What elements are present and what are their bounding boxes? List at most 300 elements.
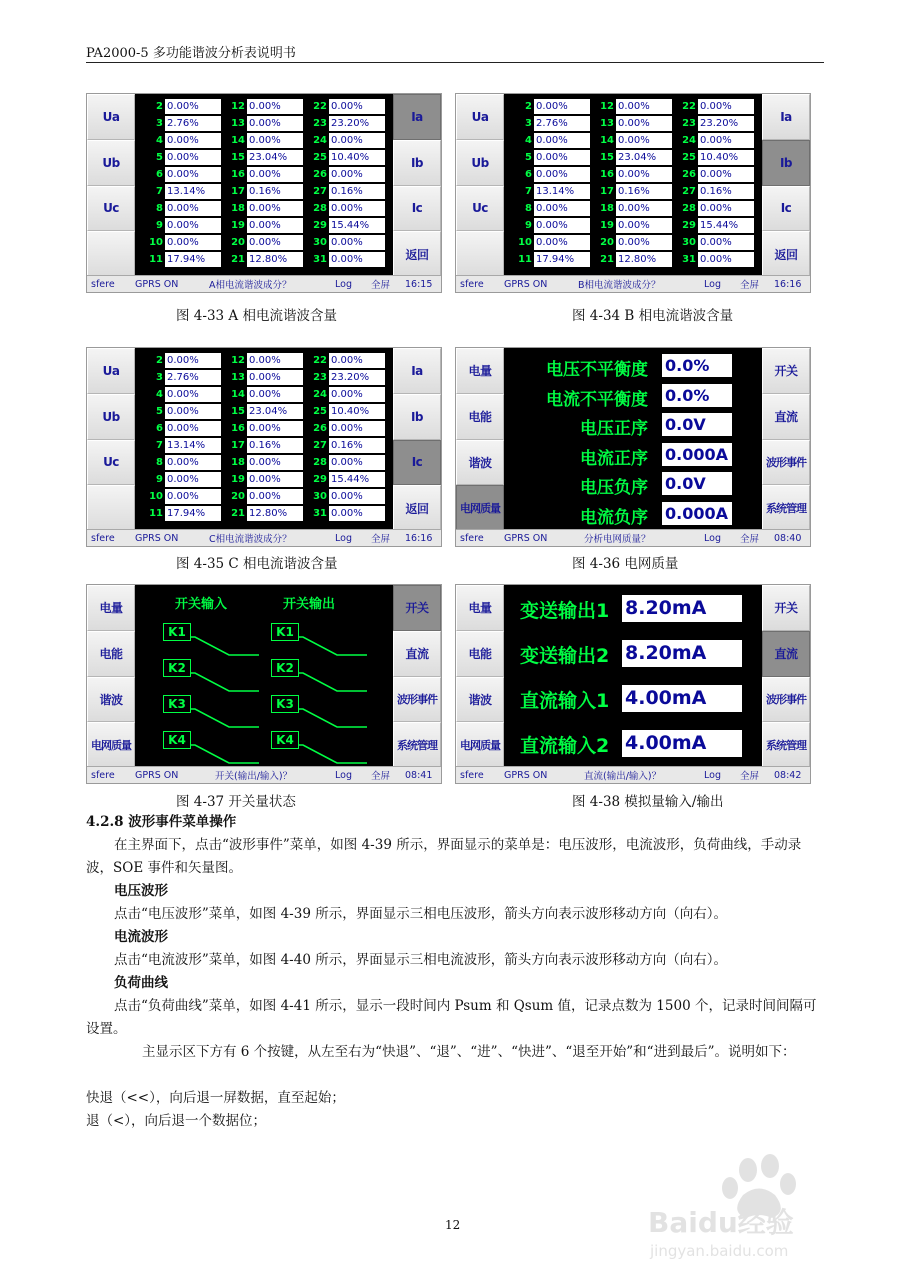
harmonic-value: 0.00%	[329, 421, 385, 436]
harmonic-value: 23.04%	[247, 404, 303, 419]
menu-button-right-2[interactable]: Ic	[393, 186, 441, 232]
menu-button-left-0[interactable]: 电量	[87, 585, 135, 631]
heading-load-curve: 负荷曲线	[114, 975, 168, 991]
grid-quality-value: 0.000A	[662, 502, 732, 525]
menu-button-right-1[interactable]: 直流	[762, 631, 810, 677]
harmonic-order: 14	[600, 135, 614, 146]
harmonic-order: 4	[525, 135, 532, 146]
harmonic-order: 9	[156, 474, 163, 485]
menu-button-right-3[interactable]: 返回	[762, 231, 810, 277]
harmonic-order: 3	[525, 118, 532, 129]
page-number: 12	[445, 1218, 461, 1232]
menu-button-left-2[interactable]: Uc	[87, 440, 135, 486]
harmonic-order: 26	[313, 423, 327, 434]
harmonic-value: 0.00%	[247, 370, 303, 385]
menu-button-right-1[interactable]: Ib	[393, 394, 441, 440]
harmonic-order: 3	[156, 372, 163, 383]
harmonic-value: 0.00%	[165, 404, 221, 419]
harmonic-value: 23.04%	[247, 150, 303, 165]
harmonic-order: 5	[156, 406, 163, 417]
harmonic-order: 30	[682, 237, 696, 248]
harmonic-value: 0.00%	[329, 252, 385, 267]
harmonic-order: 18	[600, 203, 614, 214]
switch-key-label: K4	[271, 731, 299, 749]
caption-4-34: 图 4-34 B 相电流谐波含量	[572, 308, 734, 324]
menu-button-right-3[interactable]: 系统管理	[393, 722, 441, 768]
switch-contact-line	[299, 709, 367, 727]
harmonic-order: 8	[525, 203, 532, 214]
switch-key-label: K2	[163, 659, 191, 677]
harmonic-value: 12.80%	[247, 506, 303, 521]
harmonic-value: 0.00%	[329, 167, 385, 182]
harmonic-value: 2.76%	[165, 370, 221, 385]
status-bar	[87, 529, 441, 546]
grid-quality-label: 电压负序	[580, 478, 648, 498]
left-menu	[87, 94, 135, 277]
heading-current-waveform: 电流波形	[114, 929, 168, 945]
harmonic-order: 24	[313, 389, 327, 400]
harmonic-value: 0.00%	[247, 387, 303, 402]
menu-button-left-3[interactable]	[87, 231, 135, 277]
harmonic-value: 13.14%	[165, 184, 221, 199]
harmonic-value: 0.00%	[534, 201, 590, 216]
harmonic-order: 27	[682, 186, 696, 197]
harmonic-value: 0.16%	[616, 184, 672, 199]
menu-button-left-1[interactable]: Ub	[87, 140, 135, 186]
analog-label: 变送输出1	[520, 600, 610, 622]
harmonic-order: 14	[231, 135, 245, 146]
status-bar	[456, 275, 810, 292]
harmonic-value: 0.00%	[329, 506, 385, 521]
harmonic-order: 5	[156, 152, 163, 163]
harmonic-value: 0.16%	[247, 438, 303, 453]
menu-button-left-1[interactable]: Ub	[456, 140, 504, 186]
lcd-screen	[135, 94, 393, 277]
harmonic-value: 0.00%	[165, 455, 221, 470]
grid-quality-label: 电压不平衡度	[546, 360, 648, 380]
status-b: GPRS ON	[504, 278, 548, 290]
harmonic-order: 7	[156, 440, 163, 451]
right-menu	[762, 94, 810, 277]
harmonic-value: 0.16%	[329, 438, 385, 453]
harmonic-order: 19	[231, 474, 245, 485]
menu-button-right-0[interactable]: 开关	[762, 348, 810, 394]
harmonic-value: 0.00%	[165, 353, 221, 368]
harmonic-value: 0.00%	[247, 201, 303, 216]
status-d[interactable]: Log	[335, 769, 352, 781]
status-f: 08:41	[405, 769, 433, 781]
harmonic-order: 2	[525, 101, 532, 112]
menu-button-left-1[interactable]: Ub	[87, 394, 135, 440]
menu-button-right-2[interactable]: 波形事件	[393, 677, 441, 723]
menu-button-right-3[interactable]: 系统管理	[762, 485, 810, 531]
switch-key-label: K4	[163, 731, 191, 749]
analog-value: 4.00mA	[622, 730, 742, 757]
harmonic-order: 9	[156, 220, 163, 231]
switch-key-label: K3	[163, 695, 191, 713]
paragraph-voltage-waveform: 点击“电压波形”菜单，如图 4-39 所示，界面显示三相电压波形，箭头方向表示波形移动方向（向右）。	[114, 906, 727, 922]
status-e[interactable]: 全屏	[371, 771, 391, 782]
harmonic-order: 20	[231, 237, 245, 248]
harmonic-order: 29	[682, 220, 696, 231]
switch-input-title: 开关输入	[175, 597, 228, 612]
status-bar	[456, 529, 810, 546]
harmonic-value: 0.00%	[247, 167, 303, 182]
figure-4-35-panel	[86, 347, 442, 547]
menu-button-left-2[interactable]: Uc	[456, 186, 504, 232]
harmonic-value: 0.00%	[329, 489, 385, 504]
harmonic-order: 21	[600, 254, 614, 265]
switch-key-label: K1	[271, 623, 299, 641]
switch-contact-line	[191, 637, 259, 655]
harmonic-value: 10.40%	[698, 150, 754, 165]
harmonic-order: 23	[313, 118, 327, 129]
harmonic-value: 10.40%	[329, 404, 385, 419]
caption-4-37: 图 4-37 开关量状态	[176, 794, 296, 810]
status-b: GPRS ON	[504, 532, 548, 544]
status-a: sfere	[460, 532, 484, 544]
watermark-brand: Baidu经验	[648, 1206, 794, 1239]
harmonic-order: 12	[600, 101, 614, 112]
harmonic-order: 6	[525, 169, 532, 180]
harmonic-order: 13	[231, 372, 245, 383]
harmonic-order: 25	[313, 152, 327, 163]
grid-quality-label: 电流正序	[580, 448, 648, 469]
harmonic-order: 12	[231, 101, 245, 112]
menu-button-right-2[interactable]: 波形事件	[762, 440, 810, 486]
left-menu	[456, 348, 504, 531]
analog-label: 直流输入2	[520, 735, 610, 757]
harmonic-value: 0.00%	[329, 387, 385, 402]
menu-button-left-1[interactable]: 电能	[456, 631, 504, 677]
baidu-jingyan-watermark	[648, 1140, 848, 1260]
switch-contact-line	[191, 709, 259, 727]
switch-contacts-drawing	[135, 585, 395, 768]
harmonic-order: 3	[156, 118, 163, 129]
harmonic-value: 0.00%	[534, 150, 590, 165]
caption-4-33: 图 4-33 A 相电流谐波含量	[176, 308, 337, 324]
menu-button-left-2[interactable]: 谐波	[456, 440, 504, 486]
status-f: 16:15	[405, 278, 433, 290]
harmonic-value: 0.00%	[534, 99, 590, 114]
lcd-screen	[504, 348, 762, 531]
harmonic-order: 21	[231, 508, 245, 519]
menu-button-right-0[interactable]: Ia	[762, 94, 810, 140]
harmonic-value: 0.00%	[698, 133, 754, 148]
menu-button-right-2[interactable]: Ic	[393, 440, 441, 486]
list-item-back: 退（<），向后退一个数据位；	[86, 1113, 267, 1129]
menu-button-right-0[interactable]: Ia	[393, 94, 441, 140]
harmonic-value: 0.00%	[165, 235, 221, 250]
harmonic-order: 20	[600, 237, 614, 248]
harmonic-value: 17.94%	[534, 252, 590, 267]
grid-quality-label: 电流不平衡度	[546, 389, 648, 410]
harmonic-value: 0.00%	[165, 489, 221, 504]
status-d[interactable]: Log	[335, 278, 352, 290]
menu-button-right-3[interactable]: 返回	[393, 485, 441, 531]
status-c: C相电流谐波成分？	[209, 534, 292, 545]
status-c: 分析电网质量？	[584, 534, 651, 545]
menu-button-left-1[interactable]: 电能	[87, 631, 135, 677]
status-e[interactable]: 全屏	[740, 771, 760, 782]
heading-voltage-waveform: 电压波形	[114, 883, 168, 899]
harmonic-value: 13.14%	[534, 184, 590, 199]
switch-contact-line	[191, 745, 259, 763]
harmonic-value: 0.00%	[534, 167, 590, 182]
harmonic-value: 15.44%	[698, 218, 754, 233]
menu-button-right-0[interactable]: 开关	[393, 585, 441, 631]
harmonic-value: 0.00%	[329, 133, 385, 148]
grid-quality-value: 0.0V	[662, 413, 732, 436]
harmonic-value: 0.00%	[247, 116, 303, 131]
harmonic-order: 29	[313, 220, 327, 231]
caption-4-36: 图 4-36 电网质量	[572, 556, 679, 572]
harmonic-value: 0.00%	[534, 235, 590, 250]
harmonic-order: 25	[682, 152, 696, 163]
menu-button-right-0[interactable]: 开关	[762, 585, 810, 631]
status-a: sfere	[460, 278, 484, 290]
caption-4-38: 图 4-38 模拟量输入/输出	[572, 794, 724, 810]
harmonic-value: 0.00%	[165, 387, 221, 402]
harmonic-order: 5	[525, 152, 532, 163]
status-e[interactable]: 全屏	[740, 534, 760, 545]
menu-button-right-3[interactable]: 系统管理	[762, 722, 810, 768]
menu-button-left-3[interactable]: 电网质量	[87, 722, 135, 768]
harmonic-order: 21	[231, 254, 245, 265]
left-menu	[87, 585, 135, 768]
harmonic-order: 23	[313, 372, 327, 383]
harmonic-value: 0.16%	[329, 184, 385, 199]
harmonic-order: 10	[149, 237, 163, 248]
harmonic-value: 0.00%	[247, 133, 303, 148]
menu-button-left-3[interactable]	[87, 485, 135, 531]
harmonic-value: 0.00%	[165, 421, 221, 436]
harmonic-value: 0.00%	[329, 99, 385, 114]
harmonic-value: 0.00%	[247, 235, 303, 250]
menu-button-right-2[interactable]: 波形事件	[762, 677, 810, 723]
harmonic-order: 22	[682, 101, 696, 112]
analog-label: 直流输入1	[520, 690, 610, 712]
harmonic-order: 30	[313, 491, 327, 502]
left-menu	[456, 94, 504, 277]
harmonic-order: 28	[682, 203, 696, 214]
harmonic-table	[141, 99, 379, 267]
switch-contact-line	[299, 637, 367, 655]
harmonic-order: 17	[231, 186, 245, 197]
harmonic-order: 4	[156, 389, 163, 400]
status-f: 08:40	[774, 532, 802, 544]
harmonic-value: 23.20%	[329, 116, 385, 131]
harmonic-order: 16	[231, 169, 245, 180]
harmonic-order: 13	[600, 118, 614, 129]
left-menu	[87, 348, 135, 531]
harmonic-order: 12	[231, 355, 245, 366]
harmonic-value: 0.00%	[247, 99, 303, 114]
harmonic-value: 0.00%	[247, 353, 303, 368]
figure-4-38-panel	[455, 584, 811, 784]
harmonic-order: 19	[231, 220, 245, 231]
menu-button-left-2[interactable]: 谐波	[87, 677, 135, 723]
grid-quality-value: 0.0%	[662, 384, 732, 407]
menu-button-right-3[interactable]: 返回	[393, 231, 441, 277]
harmonic-value: 15.44%	[329, 472, 385, 487]
harmonic-value: 0.00%	[165, 133, 221, 148]
grid-quality-value: 0.000A	[662, 443, 732, 466]
status-e[interactable]: 全屏	[371, 534, 391, 545]
figure-4-33-panel	[86, 93, 442, 293]
harmonic-order: 23	[682, 118, 696, 129]
harmonic-order: 4	[156, 135, 163, 146]
status-d[interactable]: Log	[704, 532, 721, 544]
harmonic-value: 13.14%	[165, 438, 221, 453]
harmonic-order: 18	[231, 457, 245, 468]
harmonic-value: 0.00%	[247, 421, 303, 436]
menu-button-left-0[interactable]: Ua	[456, 94, 504, 140]
harmonic-order: 20	[231, 491, 245, 502]
harmonic-value: 0.00%	[165, 99, 221, 114]
harmonic-order: 30	[313, 237, 327, 248]
harmonic-value: 12.80%	[247, 252, 303, 267]
harmonic-value: 0.00%	[329, 235, 385, 250]
status-bar	[456, 766, 810, 783]
menu-button-right-1[interactable]: 直流	[762, 394, 810, 440]
harmonic-order: 17	[231, 440, 245, 451]
menu-button-left-3[interactable]	[456, 231, 504, 277]
switch-contact-line	[299, 673, 367, 691]
harmonic-order: 10	[149, 491, 163, 502]
harmonic-order: 24	[682, 135, 696, 146]
harmonic-order: 15	[600, 152, 614, 163]
menu-button-left-0[interactable]: 电量	[456, 348, 504, 394]
harmonic-value: 0.00%	[247, 489, 303, 504]
figure-4-34-panel	[455, 93, 811, 293]
harmonic-value: 2.76%	[534, 116, 590, 131]
status-f: 08:42	[774, 769, 802, 781]
harmonic-order: 27	[313, 186, 327, 197]
harmonic-value: 0.00%	[698, 167, 754, 182]
harmonic-order: 31	[313, 254, 327, 265]
harmonic-order: 31	[682, 254, 696, 265]
lcd-screen	[135, 585, 393, 768]
menu-button-right-2[interactable]: Ic	[762, 186, 810, 232]
status-d[interactable]: Log	[704, 769, 721, 781]
harmonic-order: 31	[313, 508, 327, 519]
harmonic-order: 11	[149, 508, 163, 519]
switch-contact-line	[191, 673, 259, 691]
menu-button-left-0[interactable]: Ua	[87, 348, 135, 394]
harmonic-order: 7	[156, 186, 163, 197]
analog-value: 8.20mA	[622, 640, 742, 667]
menu-button-right-1[interactable]: 直流	[393, 631, 441, 677]
harmonic-order: 11	[149, 254, 163, 265]
harmonic-value: 0.00%	[616, 133, 672, 148]
right-menu	[393, 585, 441, 768]
harmonic-order: 10	[518, 237, 532, 248]
status-a: sfere	[91, 278, 115, 290]
header-rule	[86, 62, 824, 63]
harmonic-value: 0.00%	[165, 150, 221, 165]
harmonic-order: 22	[313, 355, 327, 366]
harmonic-order: 22	[313, 101, 327, 112]
harmonic-value: 17.94%	[165, 252, 221, 267]
harmonic-table	[510, 99, 748, 267]
harmonic-value: 0.00%	[534, 133, 590, 148]
paragraph-load-curve: 点击“负荷曲线”菜单，如图 4-41 所示，显示一段时间内 Psum 和 Qsum 值，记录点数为 1500 个，记录时间间隔可设置。	[86, 998, 817, 1037]
harmonic-value: 0.00%	[534, 218, 590, 233]
harmonic-order: 11	[518, 254, 532, 265]
harmonic-value: 23.04%	[616, 150, 672, 165]
grid-quality-value: 0.0V	[662, 472, 732, 495]
harmonic-order: 9	[525, 220, 532, 231]
switch-key-label: K3	[271, 695, 299, 713]
status-d[interactable]: Log	[335, 532, 352, 544]
right-menu	[762, 348, 810, 531]
harmonic-value: 15.44%	[329, 218, 385, 233]
paragraph-current-waveform: 点击“电流波形”菜单，如图 4-40 所示，界面显示三相电流波形，箭头方向表示波形移动方向（向右）。	[114, 952, 727, 968]
harmonic-order: 19	[600, 220, 614, 231]
harmonic-value: 10.40%	[329, 150, 385, 165]
right-menu	[393, 348, 441, 531]
menu-button-right-0[interactable]: Ia	[393, 348, 441, 394]
status-c: 直流(输出/输入)？	[584, 771, 662, 782]
harmonic-value: 0.00%	[247, 455, 303, 470]
menu-button-left-0[interactable]: Ua	[87, 94, 135, 140]
menu-button-left-0[interactable]: 电量	[456, 585, 504, 631]
paragraph-intro: 在主界面下，点击“波形事件”菜单，如图 4-39 所示，界面显示的菜单是：电压波形，电流波形，负荷曲线，手动录波，SOE 事件和矢量图。	[86, 837, 802, 876]
status-e[interactable]: 全屏	[740, 280, 760, 291]
harmonic-value: 0.00%	[329, 201, 385, 216]
harmonic-order: 8	[156, 457, 163, 468]
harmonic-value: 2.76%	[165, 116, 221, 131]
harmonic-value: 0.00%	[616, 99, 672, 114]
menu-button-left-2[interactable]: 谐波	[456, 677, 504, 723]
harmonic-value: 0.00%	[616, 235, 672, 250]
status-b: GPRS ON	[135, 769, 179, 781]
status-d[interactable]: Log	[704, 278, 721, 290]
analog-value: 8.20mA	[622, 595, 742, 622]
harmonic-order: 13	[231, 118, 245, 129]
harmonic-value: 0.00%	[247, 472, 303, 487]
grid-quality-value: 0.0%	[662, 354, 732, 377]
menu-button-left-3[interactable]: 电网质量	[456, 485, 504, 531]
left-menu	[456, 585, 504, 768]
harmonic-value: 0.00%	[698, 99, 754, 114]
harmonic-order: 15	[231, 152, 245, 163]
caption-4-35: 图 4-35 C 相电流谐波含量	[176, 556, 338, 572]
menu-button-right-1[interactable]: Ib	[393, 140, 441, 186]
grid-quality-label: 电流负序	[580, 507, 648, 528]
harmonic-order: 15	[231, 406, 245, 417]
right-menu	[393, 94, 441, 277]
harmonic-value: 0.00%	[165, 472, 221, 487]
menu-button-left-1[interactable]: 电能	[456, 394, 504, 440]
status-c: A相电流谐波成分？	[209, 280, 292, 291]
harmonic-value: 0.00%	[165, 201, 221, 216]
status-a: sfere	[91, 532, 115, 544]
harmonic-order: 6	[156, 169, 163, 180]
menu-button-left-3[interactable]: 电网质量	[456, 722, 504, 768]
menu-button-right-1[interactable]: Ib	[762, 140, 810, 186]
harmonic-order: 7	[525, 186, 532, 197]
figure-4-37-panel	[86, 584, 442, 784]
harmonic-value: 0.00%	[698, 252, 754, 267]
status-e[interactable]: 全屏	[371, 280, 391, 291]
harmonic-value: 0.00%	[698, 201, 754, 216]
harmonic-order: 8	[156, 203, 163, 214]
status-a: sfere	[460, 769, 484, 781]
status-bar	[87, 766, 441, 783]
menu-button-left-2[interactable]: Uc	[87, 186, 135, 232]
